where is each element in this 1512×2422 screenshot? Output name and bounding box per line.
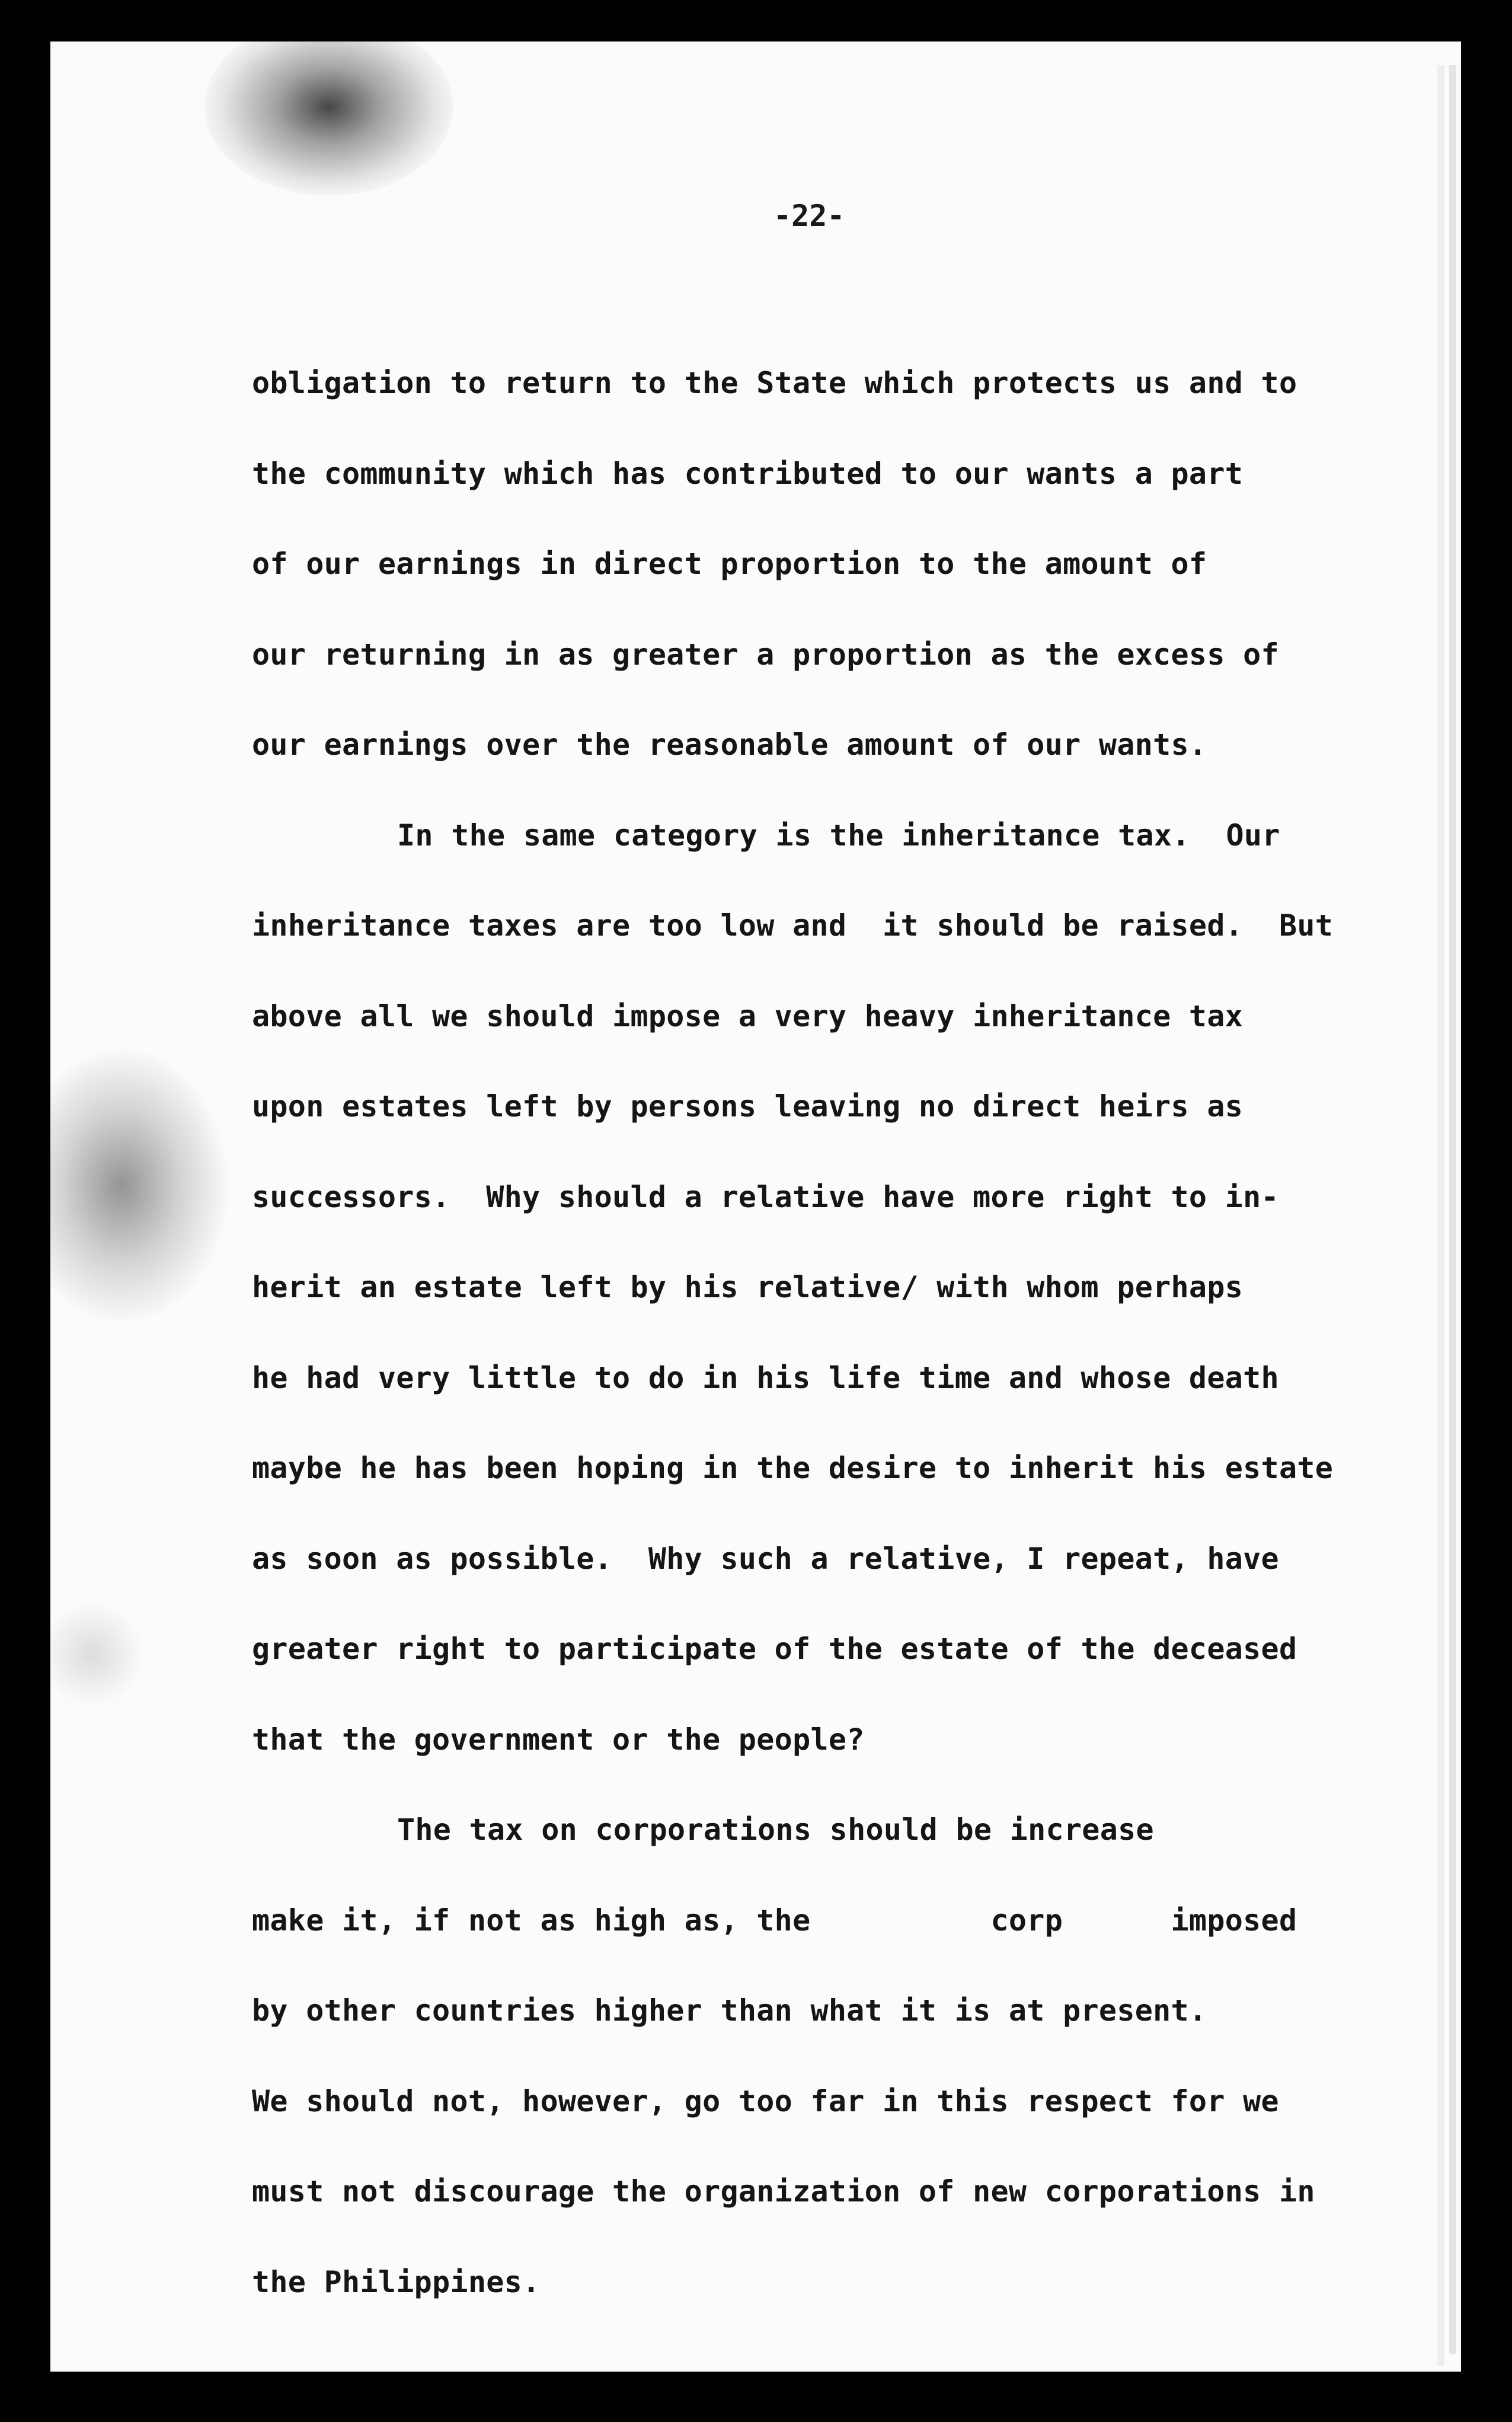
text-line: by other countries higher than what it is at present. [252,1993,1207,2028]
ink-smudge-left-lower [50,1601,145,1708]
text-line: the Philippines. [252,2264,541,2299]
page-edge-strip-2 [1449,65,1456,2354]
text-line: upon estates left by persons leaving no direct heirs as [252,1089,1244,1124]
ink-smudge-top [204,42,453,196]
page-number: -22- [773,199,845,233]
text-line: the community which has contributed to our wants a part [252,456,1244,491]
ink-smudge-left [50,1049,228,1322]
document-page [50,42,1461,2372]
text-line: obligation to return to the State which protects us and to [252,366,1297,400]
text-line: greater right to participate of the estate of the deceased [252,1632,1297,1666]
typed-body-text [252,338,1414,2327]
text-line: maybe he has been hoping in the desire to inherit his estate [252,1451,1334,1485]
text-line: We should not, however, go too far in this respect for we [252,2083,1279,2118]
paragraph-first-line: The tax on corporations should be increase [397,1812,1154,1847]
text-line: must not discourage the organization of new corporations in [252,2174,1315,2209]
paragraph-first-line: In the same category is the inheritance tax. Our [397,818,1280,853]
page-edge-strip [1437,65,1444,2366]
text-line: make it, if not as high as, the corp imposed [252,1903,1297,1938]
text-line: successors. Why should a relative have more right to in- [252,1179,1279,1214]
text-line: that the government or the people? [252,1722,865,1757]
text-line: above all we should impose a very heavy inheritance tax [252,998,1244,1033]
text-line: inheritance taxes are too low and it should be raised. But [252,908,1334,943]
text-line: our returning in as greater a proportion as the excess of [252,637,1279,672]
text-line: as soon as possible. Why such a relative, I repeat, have [252,1541,1279,1576]
text-line: herit an estate left by his relative/ with whom perhaps [252,1270,1244,1304]
text-line: he had very little to do in his life time and whose death [252,1360,1279,1395]
text-line: of our earnings in direct proportion to the amount of [252,547,1207,581]
text-line: our earnings over the reasonable amount of our wants. [252,727,1207,762]
